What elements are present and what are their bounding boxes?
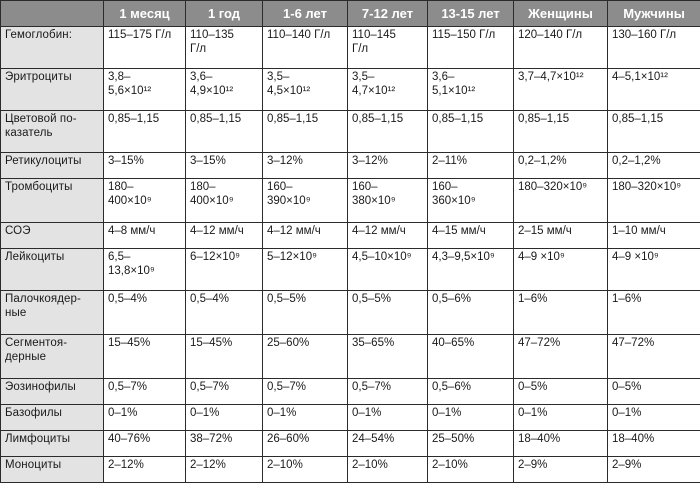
cell-color-index-1-month: 0,85–1,15 (104, 111, 186, 153)
table-body (1, 27, 700, 483)
header-1-6-years: 1-6 лет (263, 1, 348, 27)
cell-esr-7-12-years: 4–12 мм/ч (348, 223, 428, 249)
cell-basophils-1-6-years: 0–1% (263, 405, 348, 431)
cell-erythrocytes-1-month: 3,8– 5,6×10¹² (104, 69, 186, 111)
header-corner (1, 1, 104, 27)
table-row-erythrocytes (1, 69, 700, 111)
cell-reticulocytes-7-12-years: 3–12% (348, 153, 428, 179)
cell-basophils-1-year: 0–1% (186, 405, 263, 431)
cell-color-index-7-12-years: 0,85–1,15 (348, 111, 428, 153)
cell-eosinophils-1-6-years: 0,5–7% (263, 379, 348, 405)
cell-band-neutrophils-13-15-years: 0,5–6% (428, 291, 514, 335)
cell-erythrocytes-1-6-years: 3,5– 4,5×10¹² (263, 69, 348, 111)
cell-band-neutrophils-women: 1–6% (514, 291, 608, 335)
table-row-lymphocytes (1, 431, 700, 457)
cell-reticulocytes-1-6-years: 3–12% (263, 153, 348, 179)
cell-lymphocytes-1-month: 40–76% (104, 431, 186, 457)
cell-thrombocytes-1-6-years: 160– 390×10⁹ (263, 179, 348, 223)
cell-segmented-neutrophils-13-15-years: 40–65% (428, 335, 514, 379)
cell-segmented-neutrophils-women: 47–72% (514, 335, 608, 379)
cell-reticulocytes-women: 0,2–1,2% (514, 153, 608, 179)
cell-leukocytes-1-month: 6,5– 13,8×10⁹ (104, 249, 186, 291)
cell-monocytes-men: 2–9% (608, 457, 700, 483)
cell-eosinophils-1-year: 0,5–7% (186, 379, 263, 405)
cell-lymphocytes-13-15-years: 25–50% (428, 431, 514, 457)
cell-segmented-neutrophils-1-6-years: 25–60% (263, 335, 348, 379)
cell-band-neutrophils-1-year: 0,5–4% (186, 291, 263, 335)
cell-esr-1-6-years: 4–12 мм/ч (263, 223, 348, 249)
cell-lymphocytes-men: 18–40% (608, 431, 700, 457)
table-row-esr (1, 223, 700, 249)
table-row-band-neutrophils (1, 291, 700, 335)
table-row-thrombocytes (1, 179, 700, 223)
cell-reticulocytes-1-month: 3–15% (104, 153, 186, 179)
cell-basophils-13-15-years: 0–1% (428, 405, 514, 431)
cell-thrombocytes-1-year: 180– 400×10⁹ (186, 179, 263, 223)
cell-band-neutrophils-men: 1–6% (608, 291, 700, 335)
cell-lymphocytes-7-12-years: 24–54% (348, 431, 428, 457)
row-label-leukocytes: Лейкоциты (1, 249, 104, 291)
row-label-basophils: Базофилы (1, 405, 104, 431)
cell-color-index-13-15-years: 0,85–1,15 (428, 111, 514, 153)
cell-leukocytes-women: 4–9 ×10⁹ (514, 249, 608, 291)
table-row-leukocytes (1, 249, 700, 291)
cell-monocytes-13-15-years: 2–10% (428, 457, 514, 483)
table-row-reticulocytes (1, 153, 700, 179)
table-row-monocytes (1, 457, 700, 483)
cell-erythrocytes-7-12-years: 3,5– 4,7×10¹² (348, 69, 428, 111)
cell-leukocytes-13-15-years: 4,3–9,5×10⁹ (428, 249, 514, 291)
header-7-12-years: 7-12 лет (348, 1, 428, 27)
cell-monocytes-women: 2–9% (514, 457, 608, 483)
cell-color-index-women: 0,85–1,15 (514, 111, 608, 153)
cell-color-index-1-year: 0,85–1,15 (186, 111, 263, 153)
cell-eosinophils-7-12-years: 0,5–7% (348, 379, 428, 405)
cell-hemoglobin-1-6-years: 110–140 Г/л (263, 27, 348, 69)
row-label-reticulocytes: Ретикулоциты (1, 153, 104, 179)
cell-hemoglobin-13-15-years: 115–150 Г/л (428, 27, 514, 69)
cell-basophils-7-12-years: 0–1% (348, 405, 428, 431)
table-row-eosinophils (1, 379, 700, 405)
cell-hemoglobin-women: 120–140 Г/л (514, 27, 608, 69)
header-row (1, 1, 700, 27)
cell-segmented-neutrophils-1-year: 15–45% (186, 335, 263, 379)
header-1-month: 1 месяц (104, 1, 186, 27)
cell-lymphocytes-women: 18–40% (514, 431, 608, 457)
header-women: Женщины (514, 1, 608, 27)
cell-thrombocytes-men: 180–320×10⁹ (608, 179, 700, 223)
cell-erythrocytes-women: 3,7–4,7×10¹² (514, 69, 608, 111)
cell-eosinophils-men: 0–5% (608, 379, 700, 405)
cell-reticulocytes-13-15-years: 2–11% (428, 153, 514, 179)
cell-thrombocytes-1-month: 180– 400×10⁹ (104, 179, 186, 223)
cell-reticulocytes-men: 0,2–1,2% (608, 153, 700, 179)
row-label-erythrocytes: Эритроциты (1, 69, 104, 111)
row-label-esr: СОЭ (1, 223, 104, 249)
row-label-band-neutrophils: Палочкоядер- ные (1, 291, 104, 335)
cell-basophils-men: 0–1% (608, 405, 700, 431)
row-label-hemoglobin: Гемоглобин: (1, 27, 104, 69)
cell-erythrocytes-13-15-years: 3,6– 5,1×10¹² (428, 69, 514, 111)
cell-monocytes-1-6-years: 2–10% (263, 457, 348, 483)
table-row-segmented-neutrophils (1, 335, 700, 379)
cell-esr-13-15-years: 4–15 мм/ч (428, 223, 514, 249)
cell-lymphocytes-1-year: 38–72% (186, 431, 263, 457)
cell-color-index-men: 0,85–1,15 (608, 111, 700, 153)
row-label-segmented-neutrophils: Сегментоя- дерные (1, 335, 104, 379)
header-men: Мужчины (608, 1, 700, 27)
row-label-thrombocytes: Тромбоциты (1, 179, 104, 223)
cell-band-neutrophils-1-6-years: 0,5–5% (263, 291, 348, 335)
row-label-eosinophils: Эозинофилы (1, 379, 104, 405)
cell-erythrocytes-men: 4–5,1×10¹² (608, 69, 700, 111)
cell-thrombocytes-women: 180–320×10⁹ (514, 179, 608, 223)
row-label-color-index: Цветовой по- казатель (1, 111, 104, 153)
cell-esr-1-month: 4–8 мм/ч (104, 223, 186, 249)
cell-monocytes-1-year: 2–12% (186, 457, 263, 483)
cell-eosinophils-1-month: 0,5–7% (104, 379, 186, 405)
row-label-monocytes: Моноциты (1, 457, 104, 483)
cell-hemoglobin-men: 130–160 Г/л (608, 27, 700, 69)
row-label-lymphocytes: Лимфоциты (1, 431, 104, 457)
cell-monocytes-1-month: 2–12% (104, 457, 186, 483)
cell-segmented-neutrophils-7-12-years: 35–65% (348, 335, 428, 379)
cell-thrombocytes-7-12-years: 160– 380×10⁹ (348, 179, 428, 223)
cell-segmented-neutrophils-1-month: 15–45% (104, 335, 186, 379)
cell-band-neutrophils-1-month: 0,5–4% (104, 291, 186, 335)
cell-eosinophils-13-15-years: 0,5–6% (428, 379, 514, 405)
cell-basophils-1-month: 0–1% (104, 405, 186, 431)
table-row-basophils (1, 405, 700, 431)
table-row-color-index (1, 111, 700, 153)
cell-hemoglobin-7-12-years: 110–145 Г/л (348, 27, 428, 69)
header-1-year: 1 год (186, 1, 263, 27)
cell-hemoglobin-1-year: 110–135 Г/л (186, 27, 263, 69)
cell-reticulocytes-1-year: 3–15% (186, 153, 263, 179)
cell-band-neutrophils-7-12-years: 0,5–5% (348, 291, 428, 335)
cell-basophils-women: 0–1% (514, 405, 608, 431)
cell-leukocytes-7-12-years: 4,5–10×10⁹ (348, 249, 428, 291)
cell-erythrocytes-1-year: 3,6– 4,9×10¹² (186, 69, 263, 111)
cell-thrombocytes-13-15-years: 160– 360×10⁹ (428, 179, 514, 223)
cell-leukocytes-1-year: 6–12×10⁹ (186, 249, 263, 291)
cell-leukocytes-men: 4–9 ×10⁹ (608, 249, 700, 291)
cell-lymphocytes-1-6-years: 26–60% (263, 431, 348, 457)
header-13-15-years: 13-15 лет (428, 1, 514, 27)
cell-eosinophils-women: 0–5% (514, 379, 608, 405)
cell-esr-women: 2–15 мм/ч (514, 223, 608, 249)
cell-esr-1-year: 4–12 мм/ч (186, 223, 263, 249)
cell-segmented-neutrophils-men: 47–72% (608, 335, 700, 379)
cell-esr-men: 1–10 мм/ч (608, 223, 700, 249)
table-row-hemoglobin (1, 27, 700, 69)
cell-leukocytes-1-6-years: 5–12×10⁹ (263, 249, 348, 291)
cell-monocytes-7-12-years: 2–10% (348, 457, 428, 483)
cell-color-index-1-6-years: 0,85–1,15 (263, 111, 348, 153)
cell-hemoglobin-1-month: 115–175 Г/л (104, 27, 186, 69)
